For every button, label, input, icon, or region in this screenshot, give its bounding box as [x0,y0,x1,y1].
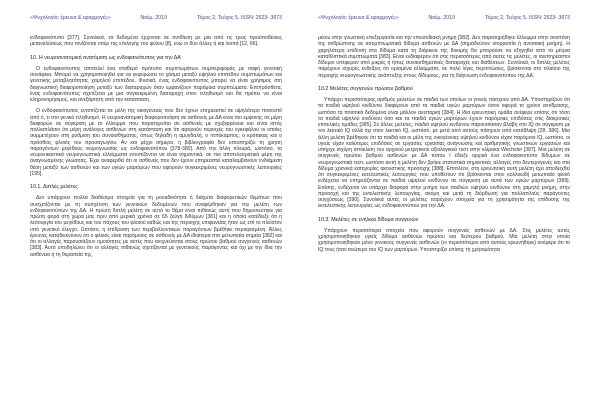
section-heading: 10.2 Μελέτες συγγενών πρώτου βαθμού [318,85,413,92]
right-page [310,0,600,407]
section-heading: 10. Η νευροανατομική ανατόμιση ως ενδοφαινότυπος για την ΔΑ [30,54,181,61]
running-header-left [30,15,282,21]
section-heading: 10.3. Μελέτες σε ενήλικα δίδυμα συγγενών [318,216,419,223]
paragraph: Υπάρχουν περισσότερα στοιχεία που αφορούν συγγενείς ασθενών με ΔΑ. Στις μελέτες αυτές χρησιμοποιήθηκαν υγιείς δίδυμα ασθενών πρώτου και δεύτερου βαθμού. Μία μελέτη στην οποία χρησιμοποιήθηκαν μόνο γονικούς συγγενείς ασθενών (οι περισσότεροι από αυτούς ερευνήθηκε) ανέφερε ότι το IQ τους ήταν ανώτερο του IQ των μαρτύρων. Υποστηρίζει επίσης τη χρήσιμότητα [318,227,570,253]
paragraph: Δεν υπάρχουν πολλά διαθέσιμα στοιχεία για τη μοναδικότητα ή διάχυτα διαφορετικών θεμάτων που συσχετίζονται με τη συσχέτιση των γενετικών δεδομένων που αναφέρθηκαν για την μελέτη των ενδοφαινοτύπων της ΔΑ. Η πρώτη διπλή μελέτη σε αυτό το θέμα είναι πιθανώς αυτή που δημοσιεύτηκε για πρώτη φορά στη χώρα μας πριν από μερικά χρόνια σε 65 ζεύγη διδύμων [381] και η οποία κατέδειξε ότι η λειτουργία του μεγέθους και του πάχους του φλοιού καθώς και της περιοχής επιφανείας ήταν ως επί το πλείστον υπό γενετικό έλεγχο. Ωστόσο, η επίδραση των περιβαλλοντικών παραγόντων βρέθηκε περιορισμένη. Άλλες έρευνες καταδεικνύουν ότι ο φλοιός είναι παρόμοιος σε ασθενείς με ΔΑ ιδιαίτερα στα μετωπιαία σημεία [382] και ότι οι αλλαγές παρουσιάζουν ομοιότητες με αυτές που ανιχνεύονται στους πρώτου βαθμού συγγενείς ασθενών [383]. Αυτό υποδηλώνει ότι οι αλλαγές πιθανώς σχετίζονται με γενετικούς παράγοντες και όχι με την ίδια την ασθένεια ή τη θεραπεία της. [30,195,282,258]
paragraph: Ο ενδοφαινότυπος αποτελεί ένα σταθερό πρότυπο συμπτωμάτων συμπεριφοράς με σαφή γενετική συνάφεια. Μπορεί να χρησιμοποιηθεί για να γεφυρώσει το χάσμα μεταξύ υψηλού επιπέδου συμπτωμάτων και γενετικής μεταβλητότητας χαμηλού επιπέδου. Φυσικά, ένας ενδοφαινότυπος μπορεί να είναι χρήσιμος στη διαγνωστική διαφοροποίηση μεταξύ των διαταραχών όταν εμφανίζουν παρόμοια συμπτώματα. Επιπρόσθετα, ένας ενδοφαινότυπος σχετίζεται με μια συγκεκριμένη διαταραχή στον πληθυσμό και θα πρέπει να είναι κληρονομήσιμος, και ανεξάρτητη από την κατάσταση. [30,65,282,103]
section-heading: 10.1. Διπλές μελέτες [30,184,78,190]
paragraph: μέσω στην γνωστική επεξεργασία και την επεισοδιακή μνήμη [382]. Δεν παρατηρήθηκε έλλειμμα στην ανιστόνη της ανθρώπινης σε ασυμπτωματικά δίδυμα ασθενών με ΔΑ (σημαδεύουν ισορροπία ή ανοσιακή μνήμη). Η χαμηλότερη επίδοση στα δίδυμα κατά τη διάρκεια της δοκιμής θα μπορούσε να εξηγηθεί από τα μέτρια καταθλιπτικά συμπτώματα [383]. Είναι ενδιαφέρον ότι στις περισσότερες από αυτές τις μελέτες, οι ανεπηρέαστοι δίδυμοι υπέφεραν από μικρές ή ήπιες συναισθηματικές διαταραχές και διαθέσεων. Συνολικά, οι διπλές μελέτες παρέχουν ισχυρές ενδείξεις ότι ορισμένα ελλείμματα, σε πολύ λίγες περιπτώσεις, βρίσκονται στο πλαίσιο της περιοχής νευρογνωστικής ανάπτυξης στους δίδυμους, για τη διάγνωση ενδοφαινοτύπου της ΔΑ. [318,35,570,79]
paragraph: Υπάρχει περισσότερος αριθμός μελετών σε παιδιά των οποίων οι γονείς πάσχουν από ΔΑ. Υποστηρίζουν ότι τα παιδιά υψηλού κινδύνου διαφέρουν από τα παιδιά υγιών μαρτύρων όσον αφορά το χρόνο αντίδρασης, ωστόσο τα ποιοτικά δεδομένα είναι μάλλον ανεπαρκή [384]. Η ίδια ερευνητική ομάδα ανέφερε επίσης ότι τόσο τα παιδιά υψηλού κινδύνου όσο και τα παιδιά υγιών μαρτύρων έχουν παρόμοιες επιδόσεις στις διακριτικές επιτελικές ομάδες [385]. Σε άλλες μελέτες, παιδιά υψηλού κινδύνου παρουσίασαν βλάβη στο IQ σε σύγκριση με τον λεκτικό IQ αλλά όχι στον λεκτικό IQ, ωστόσο, με μετά από αυτούς πάσχουν από κατάθλιψη [28, 386]. Μια άλλη μελέτη βρέθηκαν ότι τα παιδιά και οι μέλη της οικογένειας υψηλού κινδύνου είχαν παρόμοιο IQ, ωστόσο, οι υγιείς είχαν καλύτερες επιδόσεις σε εργασίες εργασίας ανάγνωσης και αριθμητικής γνωστικών εργασιών και υπήρχε ισχύρη απόκλιση του αρχικού μετρητικού αξιολογικού τεστ στην κλίμακα Wechsler [387]. Μια μελέτη σε συγγενείς πρώτου βαθμού ασθενών με ΔΑ τύπου Ι έδειξε αρχικά ένα ενδοφαινοτύπο δίδυμων σε νευρογνωστικά τεστ, ωστόσο αυτή η μελέτη δεν βρήκε στατιστικά σημαντικές αλλαγές στο δευτερογενές και στα δίδυμα χρονικά κατηγορίες ακουστικής προσοχής [388]. Επιπλέον, στη ερευνητική αυτή μελέτη έχει αποδειχθεί ότι συγκεκριμένες εκτελεστικές λειτουργίες που υποθέτουν ότι βρίσκονται στον κολλοειδή μετωπιαίο φλοιό ενδέχεται να επηρεάζονται σε παιδιά υψηλού κινδύνου σε σύγκριση με αυτά των υγιών μαρτύρων [389]. Επίσης, ενδέχεται να υπάρχει διαφορά στην μνήμη των παιδιών υψηλού κινδύνου στη χαμηλή μνήμη, στην προσοχή και της εκτελεστικής λειτουργίας, ακόμη και μετά τη διόρθωση για πολλαπλούς παράγοντες συγχύσεως [390]. Συνολικά αυτές οι μελέτες παρέχουν στοιχεία για τη χρησιμότητα της επίδοσης της εκτελεστικής λειτουργίας ως ενδοφαινοτύπου για την ΔΑ. [318,97,570,210]
left-body-text [30,35,282,258]
issue-date: Νοέμ. 2019 [140,15,167,21]
volume-info: Τόμος 2, Τεύχος 5, ISSN: 2623- 3673 [196,15,282,21]
left-page [0,0,290,407]
journal-title: «Ψυχολογία: έρευνα & εφαρμογές» [30,15,111,21]
right-body-text [318,35,570,253]
paragraph: Ο ενδοφαινότυπος εντοπίζεται σε μέλη της οικογένειας που δεν έχουν επηρεαστεί σε υψηλότερο ποσοστό από ό, τι στο γενικό πληθυσμό. Η νευροανατομική διαφοροποίηση σε ασθενείς με ΔΑ είναι πιο εμφανής σε μέρη διαφορών σε σύγκριση με το έλλειμμα που παρατηρείται σε ασθενείς με σχιζοφρένεια και είναι ιστός πολλαπλάσιο ότι μέρη ανάλογες ασθενών στη κατάσταση και ότι αφορούν περιοχές του εγκεφάλου οι οποίες συμμετέχουν στη ρύθμιση του συναισθήματος, όπως δηλαδή η αμυγδαλή, ο ιππόκαμπος, ο κρότακας και ο πρόσθιος φλοιός του προσαγωγίου. Αν και μέχρι σήμερα, η βιβλιογραφία δεν υποστηρίζει τη χρήση παραγόντων μεγέθους νευρογνωσίας ως ενδοφαινοτύπου [378-380]. Από την άλλη πλευρά, ωστόσο, τα νευροεικαστικά νευρογνωστικά ελλείμματα εντοπίζονται να είναι σημαντικά, σε πιο αποτελεσματικά μέρη της αναγνωσμένης γλώσσας. Έχει αναφερθεί ότι οι ασθενείς που δεν έχουν επηρεαστεί καταλαμβάνουν ενδιάμεση θέση μεταξύ των ασθενών και των υγιών μαρτύρων που αφορούν συγκεκριμένες νευρογνωστικές λειτουργίες [195]. [30,108,282,177]
running-header-right [318,15,570,21]
paragraph: ενδοφαινότυπο [377]. Συνολικά, τα δεδομένα έρχονται σε αντίθεση με μια από τις τρεις προϋποθέσεις μεταναλύσεως που τονίζονται υπέρ της επιλογής του φύλου [8], ενώ οι δύο άλλες ή και λοιπά [12, 66]. [30,35,282,48]
issue-date: Νοέμ. 2019 [428,15,455,21]
volume-info: Τόμος 2, Τεύχος 5, ISSN: 2623- 3673 [484,15,570,21]
journal-title: «Ψυχολογία: έρευνα & εφαρμογές» [318,15,399,21]
